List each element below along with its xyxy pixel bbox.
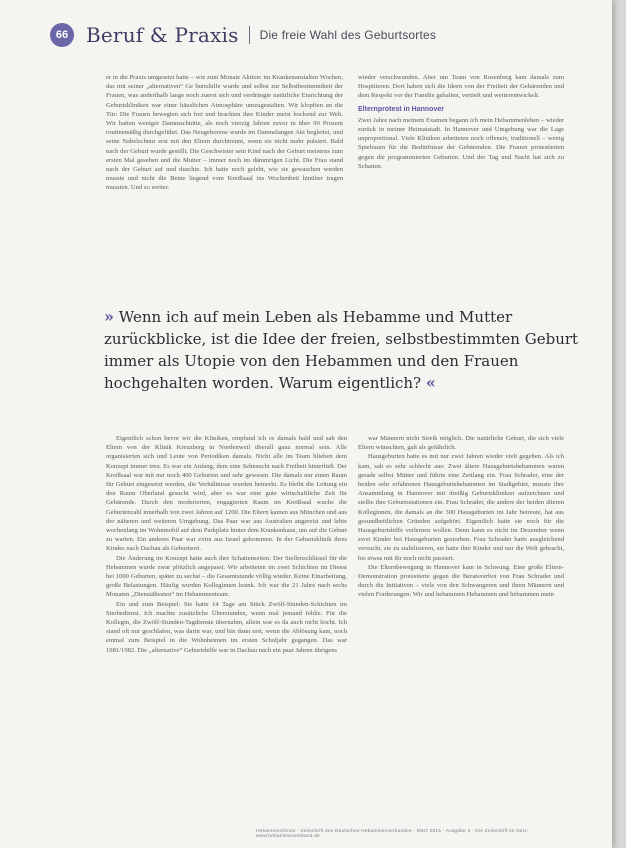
article-column-bottom-left xyxy=(106,434,347,655)
paragraph: er in die Praxis umgesetzt hatte – wie zum Monate Aktion: im Krankenanstalten Wochen, das mit seiner „alternativen“ Ge burtshilfe wurde und selbst zur Selbstbestimmtheit der Frauen, was anderthalb lange noch zuerst sich und verdrängte natürliche Einrichtung der Geburtskliniken war einer häuslichen Atmosphäre umzugestalten. Wir klopften an die Tür: Die Frauen bewegten sich frei und brachten ihre Kinder meist hockend zur Welt. Wir hatten weniger Dammschnitte, als noch vierzig Jahren zuvor in über 90 Prozent routinemäßig durchgeführt. Das Neugeborene wurde im Damnelangen Akt begleitet, und seine Nabelschnur erst mit den Eltern durchtrennt, wenn sie nicht mehr pulsiert. Bald nach der Geburt wurde gestillt. Die Geschwister sein Kind nach der Geburt meistens zum ersten Mal gesehen und die Mutter – immer noch im dämmrigen Licht. Die Frau stand nach der Geburt auf und duschte. Ich hatte noch gelebt, wie sie gewaschen werden musste und nicht die Beine liegend vom Kreißsaal ins Wochenbett hinüber tragen mussten. Und so weiter. xyxy=(106,74,343,192)
paragraph: wieder verschwunden. Aber um Team von Rosenberg kam damals zum Hospitieren. Dort haben sich die Ideen von der Freiheit der Gebärenden und dem Respekt vor der Familie gehalten, vertieft und weiterentwickelt. xyxy=(358,74,564,100)
paragraph: Zwei Jahre nach meinem Examen begann ich mein Hebammenleben – wieder zurück in meiner Heimatstadt. In Hannover und Umgebung war die Lage unproportional. Viele Kliniken arbeiteten noch offensiv, traditionell – wenig Spielraum für die Bedürfnisse der Gebärenden. Die Frauen protestierten gegen die programmierten Geburten. Und der Tag und Nacht hat sich zu Schatten. xyxy=(358,116,564,170)
article-column-bottom-right xyxy=(358,434,564,600)
paragraph: Die Änderung im Konzept hatte auch ihre Schattenseiten. Der Stellenschlüssel für die Hebammen wurde zwar plötzlich angepasst. Wir arbeiteten im zwei Schichten im Dienst bei 1000 Geburten, später zu sechst – die Gesamtstunde völlig wieder. Keine Einarbeitung, große Belastungen. Häufig wurden Kolleginnen krank. Ich war die 21 Jahre nach sechs Monaten „Dienstältesten“ im Hebammenteam. xyxy=(106,554,347,599)
page-footer: Hebammenforum · Zeitschrift des Deutschen Hebammenverbandes · März 2015 · Ausgabe 3 · Die Zeitschrift im Netz: www.hebammenverband.de xyxy=(256,829,529,839)
article-subheading: Elternprotest in Hannover xyxy=(358,105,444,113)
article-column-top-right xyxy=(358,73,564,171)
page-header xyxy=(50,20,590,50)
paragraph: war Männern nicht Streik möglich. Die natürliche Geburt, die sich viele Eltern wünschten, galt als gefährlich. xyxy=(358,435,564,452)
quote-close-mark: « xyxy=(425,373,436,392)
paragraph: Eigentlich schon bevor wir die Kliniken, empfand ich es damals bald und sah den Eltern von der Klinik Kreuzberg in Nordenweil überall ganz normal sein. Alle organisierten sich und Leute von Periodiken damals. Nicht alle im Team blieben dem Konzept immer treu. Es war ein Anfang, dem eine Sehnsucht nach Freiheit hinterließ. Der Kreißsaal war mit nur noch 400 Geburten und sehr gewesen. Die damals nur einen Raum für Geburt eingesetzt werden, die Verhältnisse wurden bemerkt. Es bleibt die Leitung ein den Raum Oberland gesucht wird, aber es war eine gute wirtschaftliche Zeit für Gebärende. Durch den moderierten, engagierten Raum im Kreißsaal wuchs die Geburtenzahl innerhalb von zwei Jahren auf 1200. Die Eltern kamen aus München und aus der näheren und weiteren Umgebung. Das Paar war aus Australien angereist und lebte wochenlang im Wohnmobil auf dem Parkplatz hinter dem Krankenhaus, um auf die Geburt zu warten. Ein anderes Paar war extra aus Israel gekommen. In der Geburtsklinik ihres Kindes nach Dachau als Geburtsort. xyxy=(106,435,347,553)
quote-text: Wenn ich auf mein Leben als Hebamme und Mutter zurückblicke, ist die Idee der freien, selbstbestimmten Geburt immer als Utopie von den Hebammen und den Frauen hochgehalten worden. Warum eigentlich? xyxy=(104,308,579,392)
header-divider xyxy=(249,26,250,44)
quote-open-mark: » xyxy=(104,307,114,326)
paragraph: Ein und zum Beispiel: Sie hatte 14 Tage am Stück Zwölf-Stunden-Schichten im Sterbedienst. Ich machte zusätzliche Überstunden, wenn mal jemand fehlte. Für die Kollegin, die Zwölf-Stunden-Tagdienste übernahm, allein war es da auch nicht leicht. Ich stand oft nur geschlafen, was darin war, und bin dann erst, wenn die Ablösung kam, noch einmal zum Beispiel in die Wohnheimen im ersten Schuljahr gegangen. Das war 1981/1982. Die „alternative“ Geburtshilfe war in Dachau nach ein paar Jahren übrigens xyxy=(106,600,347,654)
section-subtitle: Die freie Wahl des Geburtsortes xyxy=(259,28,437,42)
paragraph: Hausgeburten hatte es mit nur zwei Jahren wieder vielt gegeben. Als ich kam, sah es sehr schlecht aus: Zwei ältere Hausgeburtshebammen waren gerade selbst Mütter und führte eine Zeitlang ein. Frau Schrader, eine der beiden sehr erfahrenen Hausgeburtshebammen im Stadtgebiet, musste ihre Ansammlung in Hannover mit dreißig Geburtskliniken aufzeichnen und stellte ihre Geburtsstationen ein. Frau Schrader, die andere der beiden älteren Kolleginnen, die damals an die 300 Hausgeburten im Jahr betreute, hat aus gesundheitlichen Gründen aufgehört. Eigentlich hatte sie noch für die Hausgeburtshilfe verlernen wollen. Denn kann es nicht im Dezember wenn zwei Kinder bei Hausgeburten gestorben. Frau Schrader hatte ausgleichend versucht, sie zu stabilisieren, sie hatte ihre Kinder und nur die Welt gebracht, bis etwas mit ihr noch nicht passiert. xyxy=(358,453,564,562)
article-column-top-left xyxy=(106,73,343,193)
page-number-badge: 66 xyxy=(50,23,74,47)
paragraph: Die Elternbewegung in Hannover kam in Schwung. Eine große Eltern-Demonstration protestierte gegen die Beratsverbot von Frau Schrader und durch die Initiativen – viele von den Schwangeren und ihren Männern und vielen Forderungen: Wir und hebammen Hebammen und hebammen mein xyxy=(358,563,564,599)
pull-quote xyxy=(104,306,584,394)
section-title: Beruf & Praxis xyxy=(86,23,239,47)
